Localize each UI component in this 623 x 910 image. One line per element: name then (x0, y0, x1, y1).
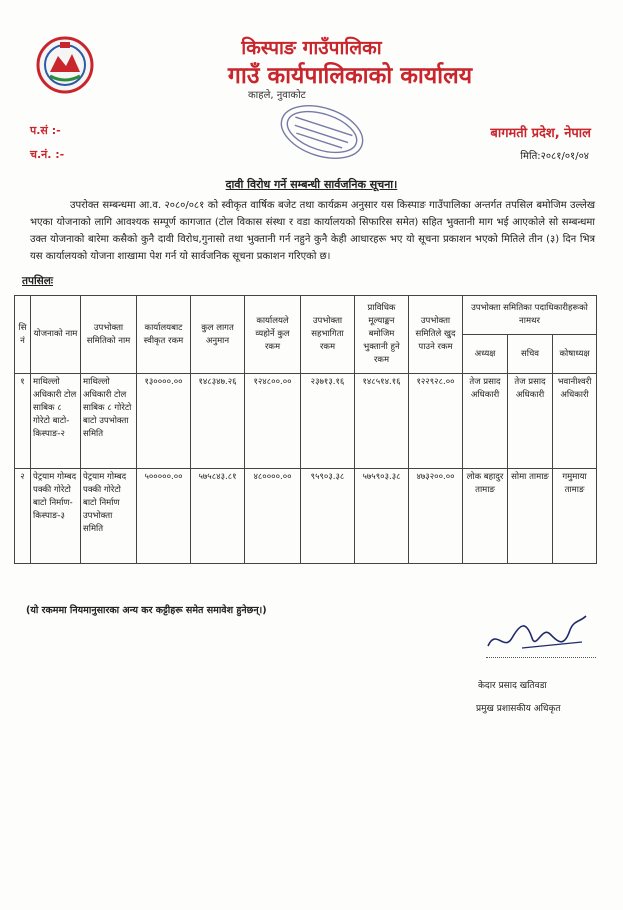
footnote: (यो रकममा नियमानुसारका अन्य कर कट्टीहरू समेत समावेश हुनेछन्।) (26, 605, 267, 616)
header-secretary: सचिव (508, 335, 553, 374)
notice-body: उपरोक्त सम्बन्धमा आ.व. २०८०/०८१ को स्वीकृत वार्षिक बजेट तथा कार्यक्रम अनुसार यस किस्पाङ गाउँपालिका अन्तर्गत तपसिल बमोजिम उल्लेख भएका योजनाको लागि आवश्यक सम्पूर्ण कागजात (टोल विकास संस्था र वडा कार्यालयको सिफारिस समेत) सहित भुक्तानी माग भई आएकोले सो सम्बन्धमा उक्त योजनाको बारेमा कसैको कुनै दावी विरोध,गुनासो तथा भुक्तानी गर्न नहुने कुनै केही आधारहरू भए यो सूचना प्रकाशन भएको मितिले तीन (३) दिन भित्र यस कार्यालयको योजना शाखामा पेश गर्न यो सार्वजनिक सूचना प्रकाशन गरिएको छ। (30, 200, 595, 262)
table-row (15, 374, 597, 469)
row-treasurer: गमुमाया तामाङ (553, 469, 597, 564)
row-project-name: पेट्रयाम गोम्बद पक्की गोरेटो बाटो निर्माण- किस्पाङ-३ (31, 469, 81, 564)
patra-sankhya-label: प.सं :- (30, 124, 61, 137)
row-net-receivable: १२२९२८.०० (409, 374, 463, 469)
notice-title: दावी विरोध गर्ने सम्बन्धी सार्वजनिक सूचना। (225, 178, 398, 191)
row-total-estimate: १४८३४७.२६ (191, 374, 245, 469)
row-secretary: सोमा तामाङ (508, 469, 553, 564)
signature-line (486, 657, 596, 658)
row-approved-amount: ५०००००.०० (137, 469, 191, 564)
province-label: बागमती प्रदेश, नेपाल (490, 126, 591, 141)
office-name: किस्पाङ गाउँपालिका (241, 37, 382, 59)
header-office-total: कार्यालयले व्यहोर्ने कुल रकम (245, 296, 301, 374)
row-sn: १ (15, 374, 31, 469)
header-officials-group: उपभोक्ता समितिका पदाधिकारीहरूको नामथर (463, 296, 597, 335)
table-header-row (15, 296, 597, 335)
header-sn: सि नं (15, 296, 31, 374)
office-stamp (272, 96, 372, 168)
row-committee-name: पेट्रयाम गोम्बद पक्की गोरेटो बाटो निर्माण उपभोक्ता समिति (81, 469, 137, 564)
office-subtitle: गाउँ कार्यपालिकाको कार्यालय (227, 63, 473, 89)
projects-table (14, 295, 597, 564)
header-committee-name: उपभोक्ता समितिको नाम (81, 296, 137, 374)
details-label: तपसिलः (22, 275, 54, 287)
header-participation: उपभोक्ता सहभागिता रकम (301, 296, 355, 374)
row-chair: लोक बहादुर तामाङ (463, 469, 508, 564)
table-row (15, 469, 597, 564)
header-evaluated-payment: प्राविधिक मूल्याङ्कन बमोजिम भुक्तानी हुने रकम (355, 296, 409, 374)
header-approved-amount: कार्यालयबाट स्वीकृत रकम (137, 296, 191, 374)
row-office-total: ४८००००.०० (245, 469, 301, 564)
row-chair: तेज प्रसाद अधिकारी (463, 374, 508, 469)
date-label: मिति:२०८१/०१/०४ (520, 151, 589, 162)
row-net-receivable: ४७३२००.०० (409, 469, 463, 564)
header-total-estimate: कुल लागत अनुमान (191, 296, 245, 374)
signer-title: प्रमुख प्रशासकीय अधिकृत (476, 704, 561, 714)
row-sn: २ (15, 469, 31, 564)
office-address: काहले, नुवाकोट (248, 90, 306, 101)
row-participation: २३७१३.१६ (301, 374, 355, 469)
signer-name: केदार प्रसाद खतिवडा (478, 681, 547, 691)
row-office-total: १२४८००.०० (245, 374, 301, 469)
row-approved-amount: १३००००.०० (137, 374, 191, 469)
row-evaluated-payment: ५७५९०३.३८ (355, 469, 409, 564)
header-chair: अध्यक्ष (463, 335, 508, 374)
header-treasurer: कोषाध्यक्ष (553, 335, 597, 374)
row-participation: ९५९०३.३८ (301, 469, 355, 564)
row-secretary: तेज प्रसाद अधिकारी (508, 374, 553, 469)
header-project-name: योजनाको नाम (31, 296, 81, 374)
row-committee-name: माथिल्लो अधिकारी टोल साबिक ८ गोरेटो बाटो उपभोक्ता समिति (81, 374, 137, 469)
row-project-name: माथिल्लो अधिकारी टोल साबिक ८ गोरेटो बाटो- किस्पाङ-२ (31, 374, 81, 469)
row-total-estimate: ५७५८४३.८१ (191, 469, 245, 564)
chalani-number-label: च.नं. :- (30, 148, 65, 161)
header-net-receivable: उपभोक्ता समितिले खुद पाउने रकम (409, 296, 463, 374)
signature-mark (482, 608, 592, 658)
row-treasurer: भवानीश्वरी अधिकारी (553, 374, 597, 469)
row-evaluated-payment: १४८५१४.१६ (355, 374, 409, 469)
